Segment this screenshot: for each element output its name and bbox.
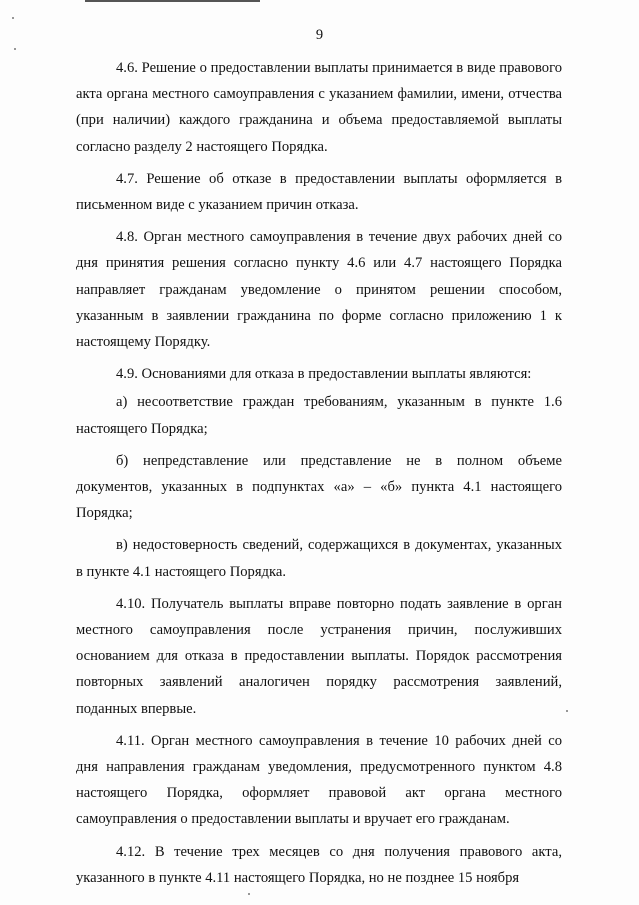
list-item-b: б) непредставление или представление не в полном объеме документов, указанных в подпунктах «а» – «б» пункта 4.1 настоящего Порядка; — [76, 452, 562, 522]
page-number: 9 — [315, 27, 324, 43]
paragraph-4-6: 4.6. Решение о предоставлении выплаты принимается в виде правового акта органа местного самоуправления с указанием фамилии, имени, отчества (при наличии) каждого гражданина и объема предоставляемой выплаты согласно разделу 2 настоящего Порядка. — [76, 60, 562, 155]
paragraph-4-11: 4.11. Орган местного самоуправления в течение 10 рабочих дней со дня направления гражданам уведомления, предусмотренного пунктом 4.8 настоящего Порядка, оформляет правовой акт органа местного самоуправления о предоставлении выплаты и вручает его гражданам. — [76, 732, 562, 828]
paragraph-4-8: 4.8. Орган местного самоуправления в течение двух рабочих дней со дня принятия решения согласно пункту 4.6 или 4.7 настоящего Порядка направляет гражданам уведомление о принятом решении способом, указанным в заявлении гражданина по форме согласно приложению 1 к настоящему Порядку. — [76, 229, 562, 351]
list-item-a: а) несоответствие граждан требованиям, указанным в пункте 1.6 настоящего Порядка; — [76, 394, 562, 437]
top-edge-line — [85, 0, 260, 2]
scan-speck — [14, 48, 16, 50]
scan-speck — [12, 17, 14, 19]
paragraph-4-10: 4.10. Получатель выплаты вправе повторно подать заявление в орган местного самоуправления после устранения причин, послуживших основанием для отказа в предоставлении выплаты. Порядок рассмотрения повторных заявлений аналогичен порядку рассмотрения заявлений, поданных впервые. — [76, 595, 562, 717]
paragraph-4-12: 4.12. В течение трех месяцев со дня получения правового акта, указанного в пункте 4.11 настоящего Порядка, но не позднее 15 ноября — [76, 843, 562, 886]
paragraph-4-9: 4.9. Основаниями для отказа в предоставлении выплаты являются: — [116, 366, 532, 383]
document-body — [76, 55, 562, 897]
scan-speck — [566, 710, 568, 712]
paragraph-4-7: 4.7. Решение об отказе в предоставлении выплаты оформляется в письменном виде с указанием причин отказа. — [76, 170, 562, 214]
list-item-v: в) недостоверность сведений, содержащихся в документах, указанных в пункте 4.1 настоящего Порядка. — [76, 537, 562, 580]
